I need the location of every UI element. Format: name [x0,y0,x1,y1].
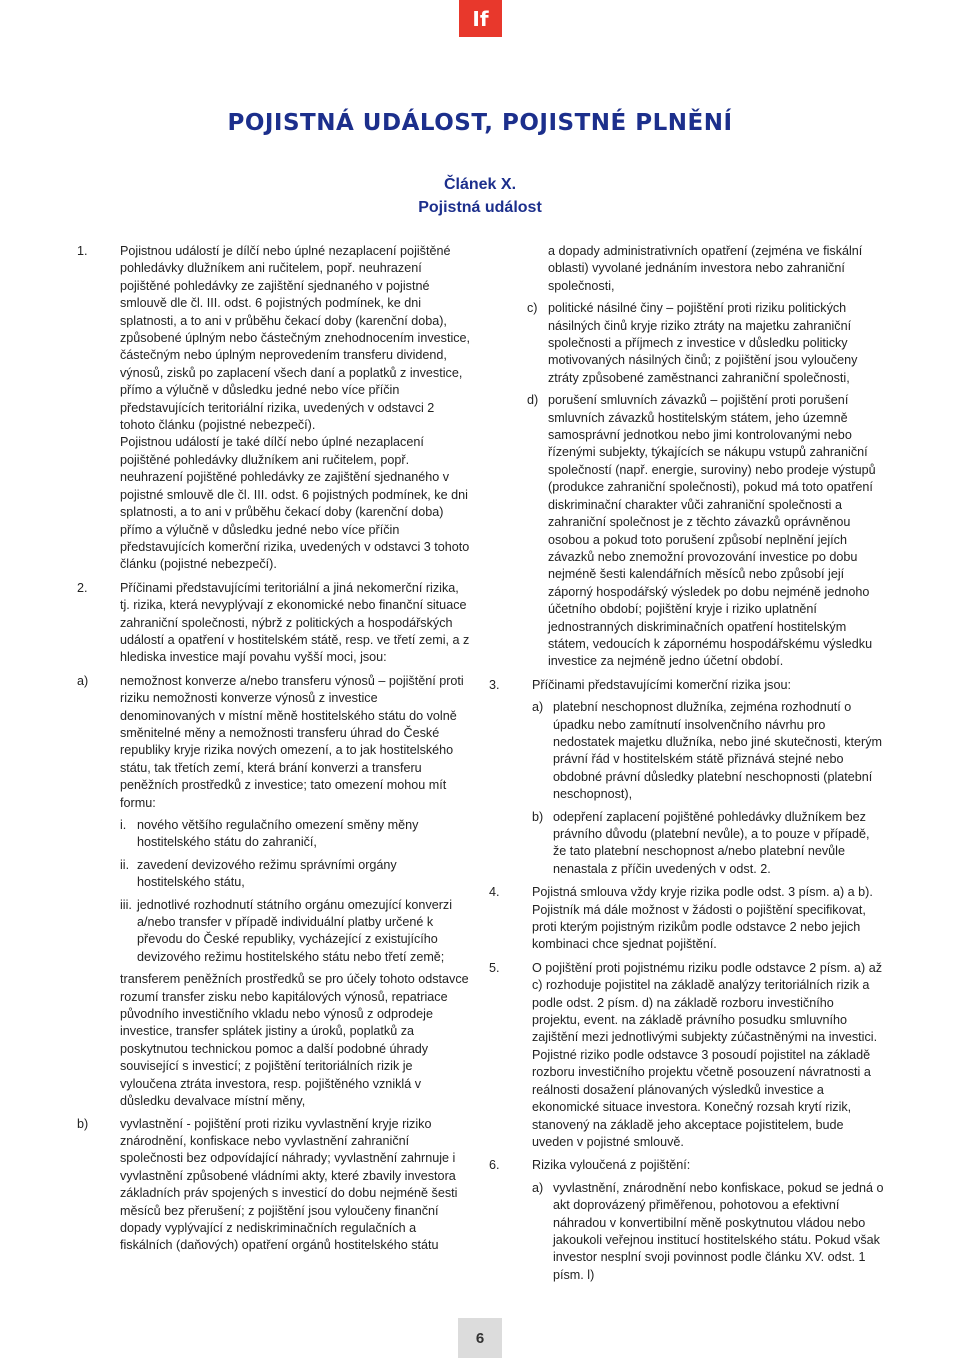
item-label: ii. [120,857,130,872]
item-text: zavedení devizového režimu správními orgány hostitelského státu, [137,857,397,890]
item-text: odepření zaplacení pojištěné pohledávky dlužníkem bez právního důvodu (platební nevůle), a to pouze v případě, že tato platební neschopnost a/nebo platební nevůle nenastala z příčin uvedených v odst. 2. [553,809,870,876]
item-label: a) [532,1180,544,1195]
page-title: POJISTNÁ UDÁLOST, POJISTNÉ PLNĚNÍ [227,110,733,136]
paragraph-2-items [77,673,472,1255]
item-label: b) [77,1116,89,1131]
list-item [532,809,885,879]
paragraph-text: Příčinami představujícími teritoriální a jiná nekomerční rizika, tj. rizika, která nevyplývají z ekonomické nebo finanční situace zahraniční společnosti, nýbrž z politických a hospodářských událostí a opatření v hostitelském státě, resp. ve třetí zemi, a z hlediska investice mají povahu vyšší moci, jsou: [120,580,470,665]
paragraph-text: Pojistnou událostí je dílčí nebo úplné nezaplacení pojištěné pohledávky dlužníkem ani ručitelem, popř. neuhrazení pojištěné pohledávky ze zajištění sjednaného v pojistné smlouvě dle čl. III. odst. 6 pojistných podmínek, ke dni splatnosti, a to ani v průběhu čekací doby (karenční doba), způsobené úplným nebo částečným znehodnocením investice, částečným nebo úplným neprovedením transferu dividend, výnosů, zisků po zaplacení všech daní a poplatků z investice, přímo a výlučně v důsledku jedné nebo více příčin představujících teritoriální rizika, uvedených v odstavci 2 tohoto článku (pojistné nebezpečí). [120,244,471,433]
page-number: 6 [458,1318,502,1358]
item-text: politické násilné činy – pojištění proti riziku politických násilných činů kryje riziko ztráty na majetku zahraniční společnosti a příjmech z investice v důsledku politicky motivovaných násilných činů; z pojištění jsou vyloučeny ztráty způsobené zaměstnanci zahraniční společnosti, [548,301,858,385]
item-text: porušení smluvních závazků – pojištění proti porušení smluvních závazků hostitelským státem, jeho územně samosprávní jednotkou nebo jimi kontrolovanými nebo řízenými subjekty, týkajících se nákupu vstupů zahraniční společností (např. energie, suroviny) nebo prodeje výstupů (produkce zahraniční společnosti), pokud má toto opatření diskriminační charakter vůči zahraniční společnosti a zahraniční společnost je z těchto závazků oprávněnou osobou a pokud toto porušení způsobí neplnění jejích závazků nebo znemožní provozování investice po dobu nejméně šesti kalendářních měsíců nebo způsobí její záporný hospodářský výsledek po dobu nejméně jednoho účetního období; pojištění kryje i riziko uplatnění jednostranných diskriminačních opatření hostitelským státem, vedoucích k zápornému hospodářskému výsledku investice za nejméně jedno účetní období. [548,393,876,669]
list-item [77,673,472,1111]
list-item [489,392,885,671]
item-text: transferem peněžních prostředků se pro účely tohoto odstavce rozumí transfer zisku nebo kapitálových výnosů, repatriace původního investičního vkladu nebo výnosů z odprodeje investice, transfer splátek jistiny a úroků, poplatků za poskytnutou technickou pomoc a další podobné úhrady související s investicí; z pojištění teritoriálních rizik je vyloučena ztráta investora, resp. pojištěného vzniklá v důsledku devalvace místní měny, [120,972,469,1109]
paragraph-number: 1. [77,244,88,258]
item-text: jednotlivé rozhodnutí státního orgánu omezující konverzi a/nebo transfer v případě individuální platby určené k převodu do České republiky, vycházející z existujícího devizového režimu hostitelského státu nebo třetí země; [137,897,453,964]
paragraph-5 [489,960,885,1151]
paragraph-number: 6. [489,1158,500,1173]
item-label: iii. [120,897,132,912]
paragraph-number: 5. [489,960,500,975]
item-label: a) [532,700,544,715]
item-label: b) [532,809,544,824]
left-column [77,243,472,1261]
paragraph-number: 2. [77,580,88,595]
sub-list-item [120,857,472,892]
item-text: nemožnost konverze a/nebo transferu výnosů – pojištění proti riziku nemožnosti konverze výnosů z investice denominovaných v místní měně hostitelského státu do volně směnitelné měny a nemožnosti transferu úhrad do České republiky kryje rizika nových omezení, a to jak hostitelského státu, tak třetích zemí, která brání konverzi a transferu peněžních prostředků z investice; tato omezení mohou mít formu: [120,673,464,810]
paragraph-2 [77,580,472,667]
paragraph-text: Rizika vyloučená z pojištění: [532,1158,691,1173]
paragraph-text: O pojištění proti pojistnému riziku podle odstavce 2 písm. a) až c) rozhoduje pojistitel na základě analýzy teritoriálních rizik a podle odst. 2 písm. d) na základě rozboru investičního projektu, event. na základě právního posudku smluvního zajištění mezi jednotlivými subjekty zúčastněnými na investici. Pojistné riziko podle odstavce 3 posoudí pojistitel na základě rozboru investičního projektu včetně posouzení návratnosti a reálnosti dosažení plánovaných výsledků investice a ekonomické situace investora. Konečný rozsah krytí rizik, stanovený na základě jeho akceptace pojistitelem, bude uveden v pojistné smlouvě. [532,960,882,1149]
item-label: a) [77,673,89,688]
item-text: nového většího regulačního omezení směny měny hostitelského státu do zahraničí, [137,818,419,850]
paragraph-number: 3. [489,677,500,692]
item-label: i. [120,818,127,832]
item-label: d) [527,393,539,408]
item-text: platební neschopnost dlužníka, zejména rozhodnutí o úpadku nebo zamítnutí insolvenčního návrhu pro nedostatek majetku dlužníka, nebo jiné skutečnosti, kterým právní řád v hostitelském státě přiznává stejné nebo obdobné právní důsledky platební neschopnosti (platební neschopnost), [553,700,883,802]
paragraph-text: Příčinami představujícími komerční rizika jsou: [532,677,791,692]
article-name: Pojistná událost [418,199,542,216]
sub-list-item [120,817,472,852]
item-text: vyvlastnění - pojištění proti riziku vyvlastnění kryje riziko znárodnění, konfiskace nebo vyvlastnění zahraniční společnosti bez odpovídající náhrady; vyvlastnění zahrnuje i vyvlastnění způsobené vládními akty, které zbavily investora základních práv spojených s investicí do dobu nejméně šesti měsíců bez přerušení; z pojištění jsou vyloučeny finanční dopady vyplývající z nediskriminačních regulačních a fiskálních (daňových) opatření orgánů hostitelského státu [120,1116,458,1253]
sub-list-item [120,897,472,967]
paragraph-text: Pojistnou událostí je také dílčí nebo úplné nezaplacení pojištěné pohledávky dlužníkem ani ručitelem, popř. neuhrazení pojištěné pohledávky ze zajištění sjednaného v pojistné smlouvě dle čl. III. odst. 6 pojistných podmínek, ke dni splatnosti, a to ani v průběhu čekací doby (karenční doba) přímo a výlučně v důsledku jedné nebo více příčin představujících komerční rizika, uvedených v odstavci 3 tohoto článku (pojistné nebezpečí). [120,435,470,572]
list-item [532,1180,885,1284]
list-item [489,300,885,387]
item-text: vyvlastnění, znárodnění nebo konfiskace, pokud se jedná o akt doprovázený přiměřenou, pohotovou a efektivní náhradou v konvertibilní měně poskytnutou vládou nebo jakoukoli veřejnou institucí hostitelského státu. Pokud však investor nesplní svoji povinnost podle článku XV. odst. 1 písm. l) [553,1180,884,1282]
article-number: Článek X. [443,176,517,193]
right-column [489,243,885,1290]
list-item [532,699,885,803]
item-label: c) [527,301,538,316]
paragraph-1 [77,243,472,574]
paragraph-6 [489,1157,885,1284]
paragraph-number: 4. [489,885,500,900]
paragraph-4 [489,884,885,954]
paragraph-text: Pojistná smlouva vždy kryje rizika podle odst. 3 písm. a) a b). Pojistník má dále možnost v žádosti o pojištění specifikovat, proti kterým pojistným rizikům podle odstavce 2 nebo jejich kombinaci chce sjednat pojištění. [532,885,873,952]
paragraph-3 [489,677,885,878]
if-logo: If [459,0,502,37]
list-item [77,1116,472,1255]
item-text: a dopady administrativních opatření (zejména ve fiskální oblasti) vyvolané jednáním investora nebo zahraniční společnosti, [548,244,863,293]
